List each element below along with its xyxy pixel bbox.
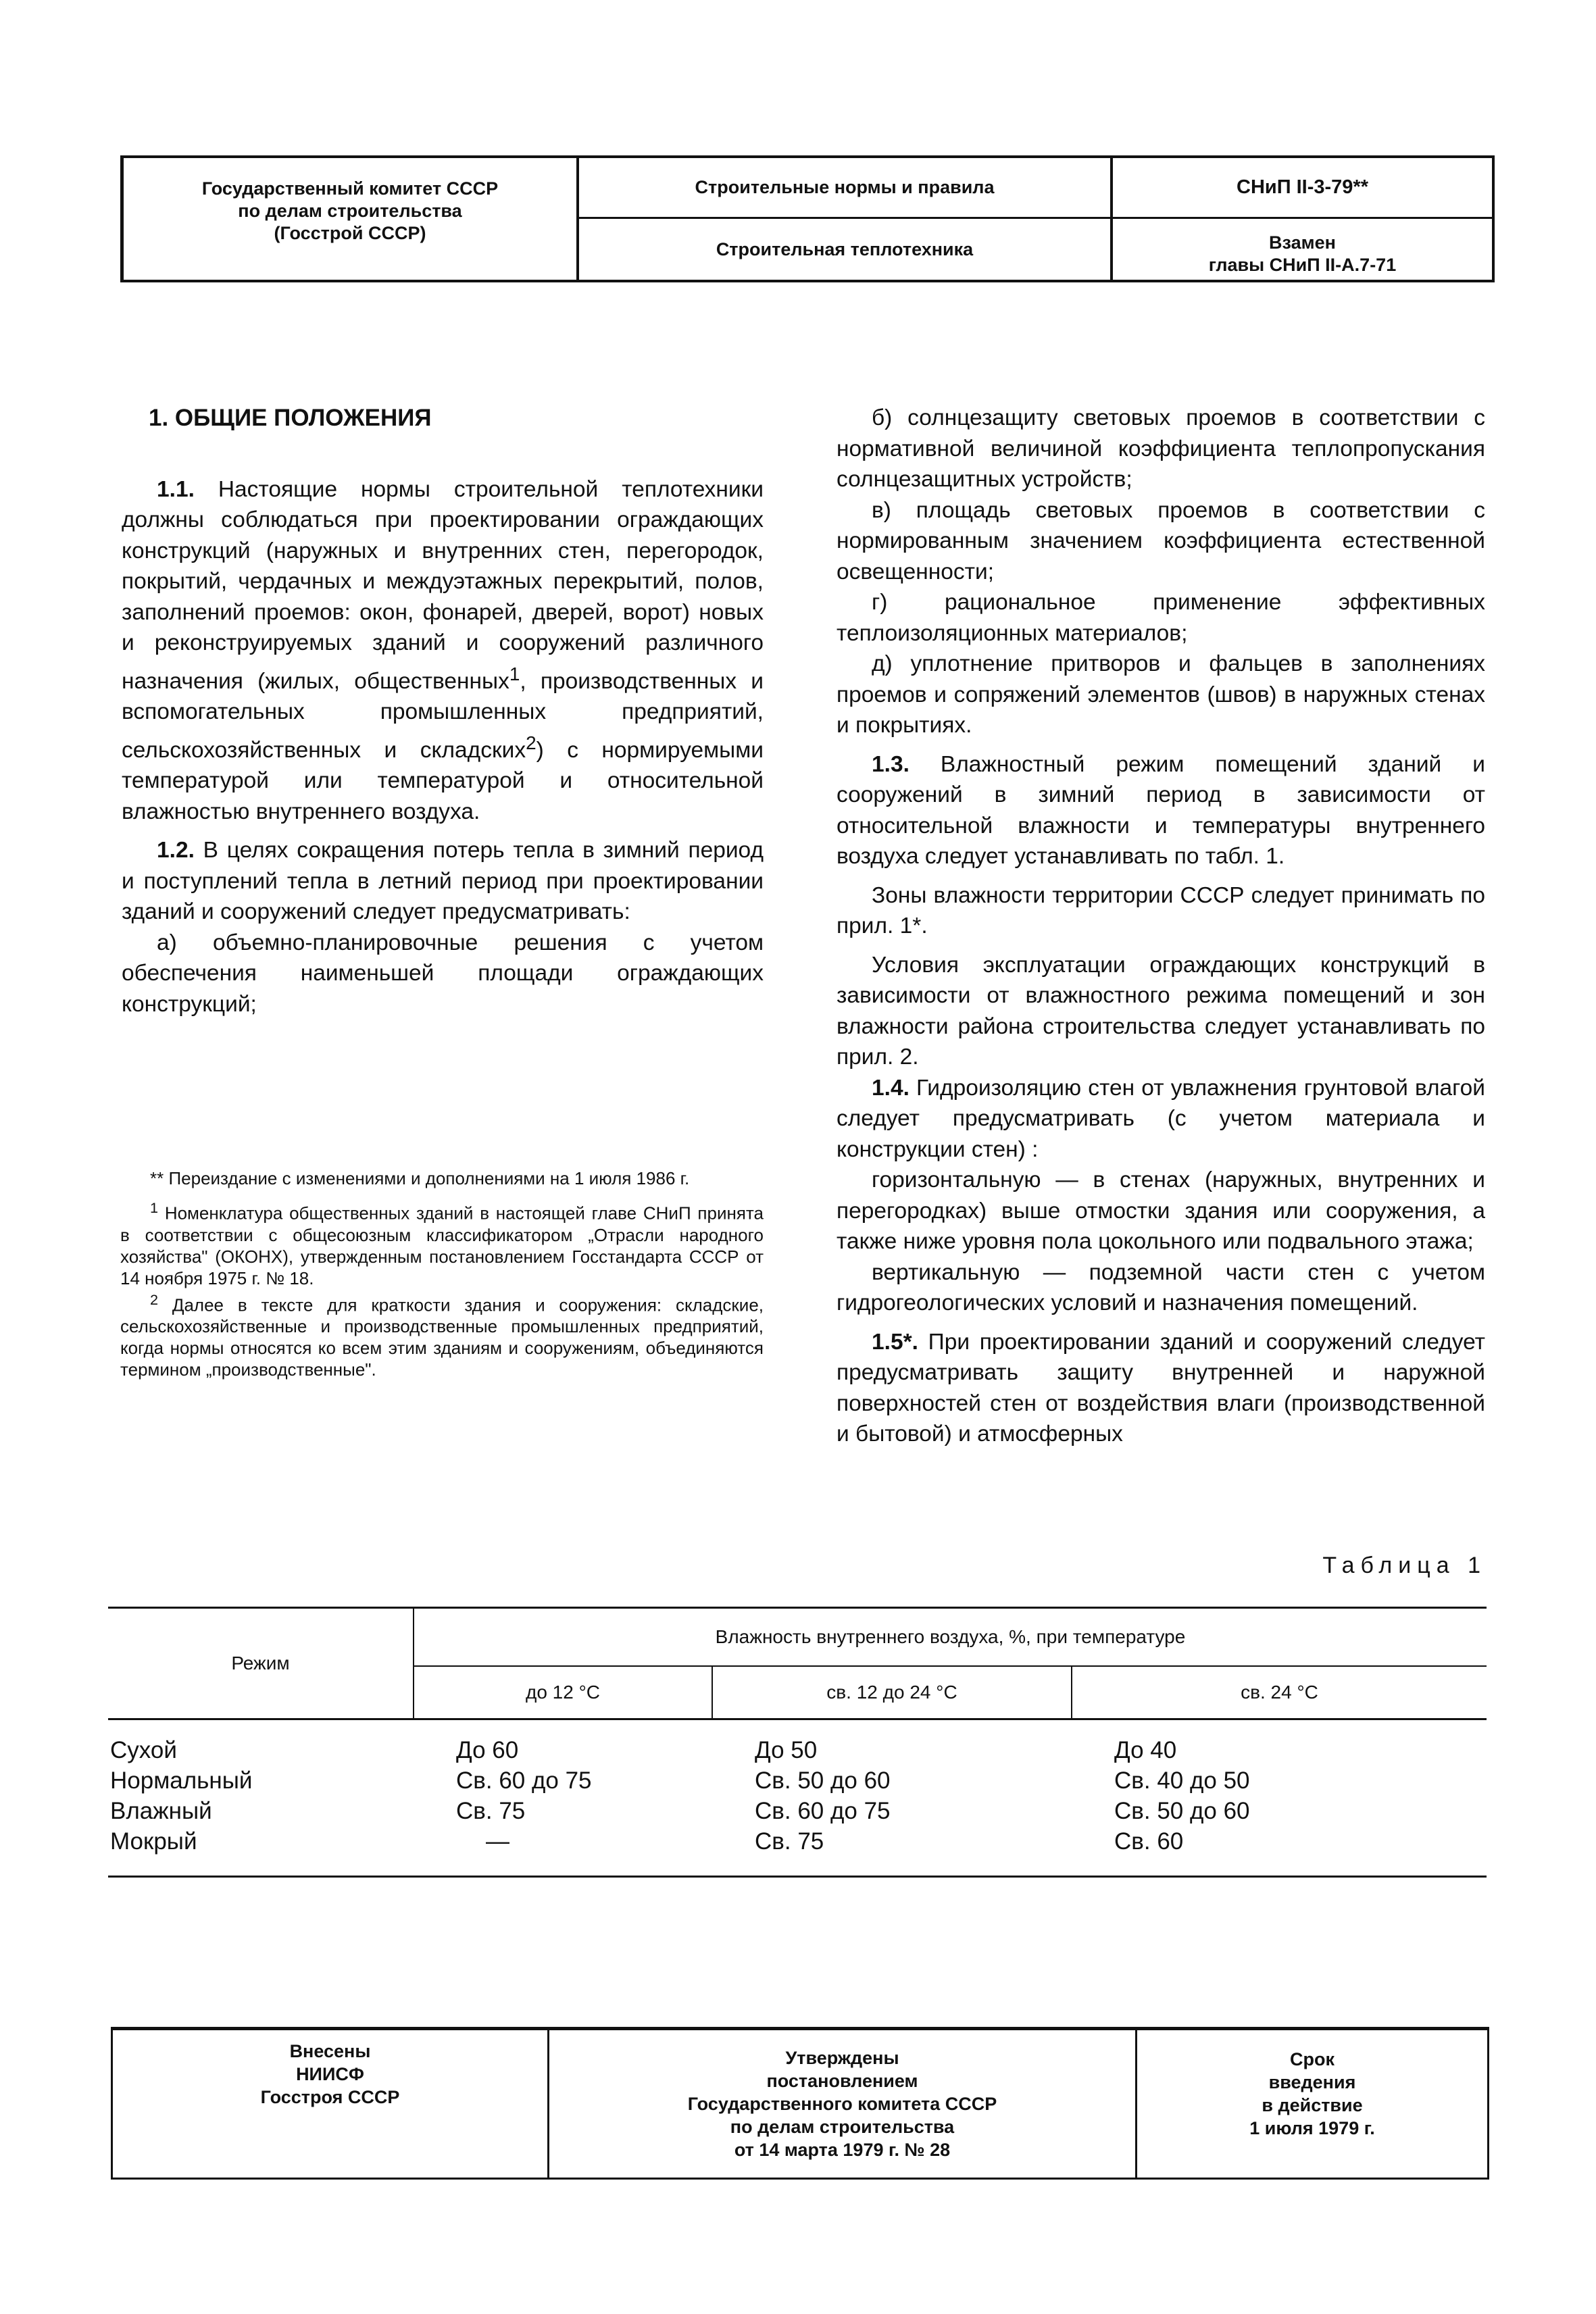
footer-line: 1 июля 1979 г. <box>1249 2118 1375 2138</box>
footer-box <box>111 2027 1489 2180</box>
footer-submitted <box>113 2030 549 2178</box>
footer-line: в действие <box>1262 2095 1363 2115</box>
clause-number: 1.3. <box>872 751 909 777</box>
footnote-ref: 2 <box>526 732 537 753</box>
humidity-table <box>108 1607 1487 1878</box>
value: Св. 60 до 75 <box>456 1767 592 1794</box>
footnote-1 <box>120 1197 764 1289</box>
paragraph-text: , производственных и вспомогательных промышленных предприятий, сельскохозяйственных и складских <box>122 668 764 763</box>
table-header-group: Влажность внутреннего воздуха, %, при температуре <box>414 1608 1487 1667</box>
paragraph-1-4-vertical: вертикальную — подземной части стен с учетом гидрогеологических условий и назначения помещений. <box>837 1259 1485 1315</box>
table-subheader: до 12 °С <box>414 1666 712 1719</box>
table-cell-col1 <box>414 1719 712 1877</box>
footer-approved <box>549 2030 1137 2178</box>
value: Св. 50 до 60 <box>1114 1798 1250 1824</box>
table-cell-modes <box>108 1719 414 1877</box>
value: Св. 60 до 75 <box>755 1798 891 1824</box>
paragraph-text: ) с нормируемыми температурой или температурой и относительной влажностью внутреннего воздуха. <box>122 737 764 824</box>
clause-number: 1.4. <box>872 1075 909 1101</box>
value: До 40 <box>1114 1737 1177 1763</box>
footer-line: НИИСФ <box>296 2064 364 2084</box>
value: Св. 75 <box>755 1828 824 1855</box>
list-item-d: д) уплотнение притворов и фальцев в заполнениях проемов и сопряжений элементов (швов) в наружных стенах и покрытиях. <box>837 651 1485 738</box>
paragraph-text: При проектировании зданий и сооружений следует предусматривать защиту внутренней и наружной поверхностей стен от воздействия влаги (производственной и бытовой) и атмосферных <box>837 1329 1485 1447</box>
paragraph-text: В целях сокращения потерь тепла в зимний период и поступлений тепла в летний период при проектировании зданий и сооружений следует предусматривать: <box>122 838 764 925</box>
value: Св. 40 до 50 <box>1114 1767 1250 1794</box>
list-item-v: в) площадь световых проемов в соответствии с нормированным значением коэффициента естественной освещенности; <box>837 497 1485 584</box>
paragraph-1-1 <box>122 474 764 828</box>
footer-line: Государственного комитета СССР <box>687 2094 997 2114</box>
footer-line: по делам строительства <box>730 2117 955 2137</box>
footer-effective-date <box>1137 2030 1487 2178</box>
footnote-ref: 1 <box>509 663 520 684</box>
footer-line: постановлением <box>766 2071 918 2091</box>
value: До 60 <box>456 1737 519 1763</box>
header-doc-type: Строительные нормы и правила <box>579 158 1113 219</box>
header-replaces <box>1113 219 1492 280</box>
right-column <box>837 403 1485 1450</box>
table-subheader: св. 24 °С <box>1072 1666 1487 1719</box>
clause-number: 1.1. <box>157 476 195 502</box>
mode-name: Сухой <box>110 1737 177 1763</box>
footer-line: введения <box>1268 2072 1356 2092</box>
replaces-line: главы СНиП II-А.7-71 <box>1208 255 1397 275</box>
paragraph-text: Гидроизоляцию стен от увлажнения грунтовой влагой следует предусматривать (с учетом материала и конструкции стен) : <box>837 1075 1485 1162</box>
mode-name: Влажный <box>110 1798 212 1824</box>
footnotes <box>120 1167 764 1380</box>
mode-name: Нормальный <box>110 1767 253 1794</box>
paragraph-1-2 <box>122 835 764 928</box>
paragraph-1-5 <box>837 1327 1485 1450</box>
table-caption: Таблица 1 <box>1322 1553 1487 1578</box>
footnote-reissue: ** Переиздание с изменениями и дополнениями на 1 июля 1986 г. <box>150 1168 690 1188</box>
footnote-mark: 2 <box>150 1290 159 1308</box>
value: Св. 75 <box>456 1798 526 1824</box>
replaces-line: Взамен <box>1269 232 1336 253</box>
footnote-text: Номенклатура общественных зданий в настоящей главе СНиП принята в соответствии с общесоюзным классификатором „Отрасли народного хозяйства" (ОКОНХ), утвержденным постановлением Госстандарта СССР от 14 ноября 1975 г. № 18. <box>120 1203 764 1288</box>
footnote-text: Далее в тексте для краткости здания и сооружения: складские, сельскохозяйственные и производственные промышленных предприятий, когда нормы относятся ко всем этим зданиям и сооружениям, объединяются термином „производственные". <box>120 1294 764 1380</box>
paragraph-1-3-conditions: Условия эксплуатации ограждающих конструкций в зависимости от влажностного режима помещений и зон влажности района строительства следует устанавливать по прил. 2. <box>837 952 1485 1070</box>
table-header-mode: Режим <box>108 1608 414 1719</box>
paragraph-1-4 <box>837 1073 1485 1165</box>
left-column <box>122 403 764 1020</box>
value: Св. 50 до 60 <box>755 1767 891 1794</box>
header-code: СНиП II-3-79** <box>1113 158 1492 219</box>
org-line: по делам строительства <box>238 200 462 221</box>
header-box <box>120 155 1495 282</box>
header-organization <box>124 158 579 280</box>
header-doc-title: Строительная теплотехника <box>579 219 1113 280</box>
org-line: (Госстрой СССР) <box>274 222 426 243</box>
footer-line: Утверждены <box>785 2048 899 2068</box>
paragraph-1-3-zones: Зоны влажности территории СССР следует принимать по прил. 1*. <box>837 882 1485 938</box>
footer-line: Срок <box>1290 2049 1335 2069</box>
paragraph-1-4-horizontal: горизонтальную — в стенах (наружных, внутренних и перегородках) выше отмостки здания или сооружения, а также ниже уровня пола цокольного или подвального этажа; <box>837 1167 1485 1254</box>
list-item-a: а) объемно-планировочные решения с учетом обеспечения наименьшей площади ограждающих конструкций; <box>122 930 764 1017</box>
value: — <box>486 1828 509 1855</box>
clause-number: 1.5*. <box>872 1329 918 1355</box>
clause-number: 1.2. <box>157 838 195 863</box>
list-item-b: б) солнцезащиту световых проемов в соответствии с нормативной величиной коэффициента теплопропускания солнцезащитных устройств; <box>837 405 1485 492</box>
list-item-g: г) рациональное применение эффективных теплоизоляционных материалов; <box>837 590 1485 646</box>
value: Св. 60 <box>1114 1828 1184 1855</box>
paragraph-text: Влажностный режим помещений зданий и сооружений в зимний период в зависимости от относительной влажности и температуры внутреннего воздуха следует устанавливать по табл. 1. <box>837 751 1485 869</box>
table-row <box>108 1719 1487 1877</box>
table-cell-col2 <box>712 1719 1072 1877</box>
footnote-2 <box>120 1289 764 1381</box>
section-title: 1. ОБЩИЕ ПОЛОЖЕНИЯ <box>149 405 432 431</box>
value: До 50 <box>755 1737 818 1763</box>
footer-line: от 14 марта 1979 г. № 28 <box>734 2140 951 2160</box>
paragraph-1-3 <box>837 749 1485 872</box>
table-cell-col3 <box>1072 1719 1487 1877</box>
table-subheader: св. 12 до 24 °С <box>712 1666 1072 1719</box>
paragraph-text: Настоящие нормы строительной теплотехники должны соблюдаться при проектировании ограждающих конструкций (наружных и внутренних стен, перегородок, покрытий, чердачных и междуэтажных перекрытий, полов, заполнений проемов: окон, фонарей, дверей, ворот) новых и реконструируемых зданий и сооружений различного назначения (жилых, общественных <box>122 476 764 694</box>
footnote-mark: 1 <box>150 1199 159 1216</box>
mode-name: Мокрый <box>110 1828 197 1855</box>
footer-line: Госстроя СССР <box>260 2087 400 2107</box>
org-line: Государственный комитет СССР <box>201 178 499 199</box>
footer-line: Внесены <box>289 2041 371 2061</box>
